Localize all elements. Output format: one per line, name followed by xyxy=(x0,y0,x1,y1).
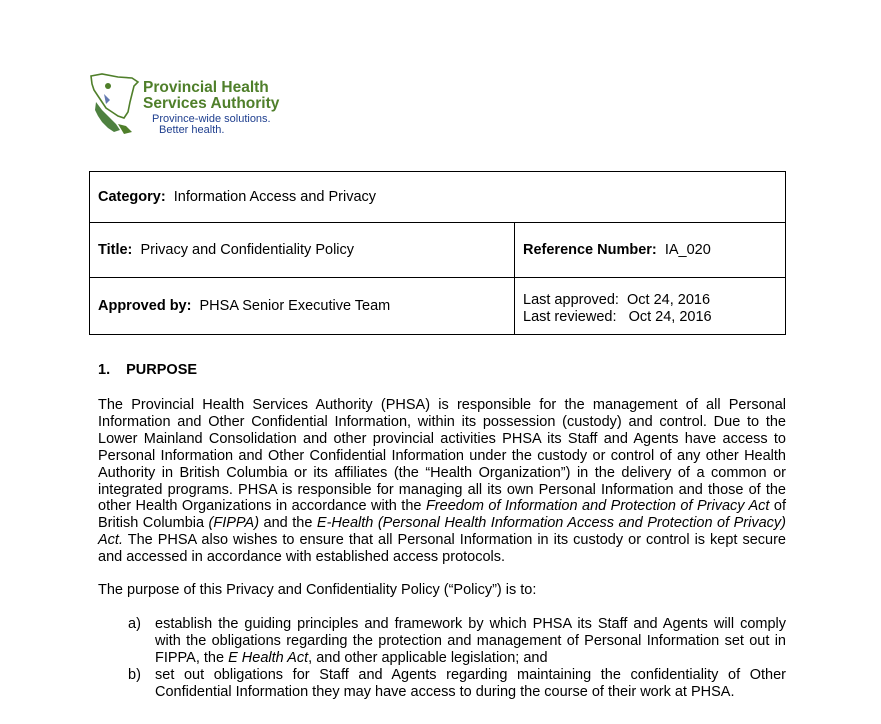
purpose-list xyxy=(128,616,786,701)
last-approved-value: Oct 24, 2016 xyxy=(627,292,711,308)
category-row xyxy=(90,172,786,223)
list-item-text-part: , and other applicable legislation; and xyxy=(308,650,548,666)
list-item-text-part: establish the guiding principles and framework by which PHSA its Staff and Agents will comply with the obligations regarding the protection and management of Personal Information set out in FIPPA, the xyxy=(155,616,786,666)
section-number: 1. xyxy=(98,362,111,378)
list-item xyxy=(128,616,786,667)
title-cell xyxy=(90,223,515,278)
list-item-text: set out obligations for Staff and Agents regarding maintaining the confidentiality of Other Confidential Information they may have access to during the course of their work at PHSA. xyxy=(155,667,786,700)
purpose-text-2: of British Columbia xyxy=(98,498,786,532)
logo-tagline-line2: Better health. xyxy=(159,124,225,136)
list-item xyxy=(128,667,786,701)
last-reviewed-line xyxy=(523,309,777,326)
reference-value: IA_020 xyxy=(664,242,711,258)
logo-text-line2: Services Authority xyxy=(143,95,280,112)
dates-cell xyxy=(515,278,786,335)
fippa-abbreviation: (FIPPA) xyxy=(208,515,260,532)
phsa-logo xyxy=(88,72,288,138)
approval-row xyxy=(90,278,786,335)
approved-cell xyxy=(90,278,515,335)
ehealth-act-name: E-Health (Personal Health Information Access and Protection of Privacy) Act. xyxy=(98,515,786,549)
list-marker: b) xyxy=(128,667,141,683)
category-label: Category: xyxy=(98,189,166,205)
category-value: Information Access and Privacy xyxy=(173,189,377,205)
last-approved-label: Last approved: xyxy=(523,292,619,308)
reference-label: Reference Number: xyxy=(523,242,657,258)
title-value: Privacy and Confidentiality Policy xyxy=(140,242,355,258)
fippa-act-name: Freedom of Information and Protection of Privacy Act xyxy=(425,498,770,515)
title-row xyxy=(90,223,786,278)
bc-map-logo-icon xyxy=(88,72,148,138)
title-label: Title: xyxy=(98,242,133,258)
last-reviewed-label: Last reviewed: xyxy=(523,309,617,325)
policy-metadata-table xyxy=(89,171,786,335)
list-marker: a) xyxy=(128,616,141,632)
last-reviewed-value: Oct 24, 2016 xyxy=(628,309,712,325)
list-item-text xyxy=(155,616,786,667)
purpose-text-3: and the xyxy=(259,515,317,532)
logo-text-line1: Provincial Health xyxy=(143,79,269,96)
category-cell xyxy=(90,172,786,223)
purpose-text-1: The Provincial Health Services Authority (PHSA) is responsible for the management of all Personal Information and Other Confidential Information, within its possession (custody) and control. Due to the Lower Mainland Consolidation and other provincial activities PHSA its Staff and Agents have access to Personal Information and Other Confidential Information under the custody or control of any other Health Authority in British Columbia or its affiliates (the “Health Organization”) in the delivery of a common or integrated programs. PHSA is responsible for managing all its own Personal Information and those of the other Health Organizations in accordance with the xyxy=(98,397,786,515)
approved-value: PHSA Senior Executive Team xyxy=(199,298,391,314)
section-heading xyxy=(98,362,197,378)
ehealth-act-short: E Health Act xyxy=(228,650,309,666)
reference-cell xyxy=(515,223,786,278)
section-title: PURPOSE xyxy=(126,362,198,378)
purpose-text-4: The PHSA also wishes to ensure that all Personal Information in its custody or control is kept secure and accessed in accordance with established access protocols. xyxy=(98,532,786,566)
last-approved-line xyxy=(523,292,777,309)
purpose-intro: The purpose of this Privacy and Confidentiality Policy (“Policy”) is to: xyxy=(98,582,537,598)
purpose-paragraph xyxy=(98,397,786,566)
approved-label: Approved by: xyxy=(98,298,192,314)
logo-tagline-line1: Province-wide solutions. xyxy=(152,113,271,125)
